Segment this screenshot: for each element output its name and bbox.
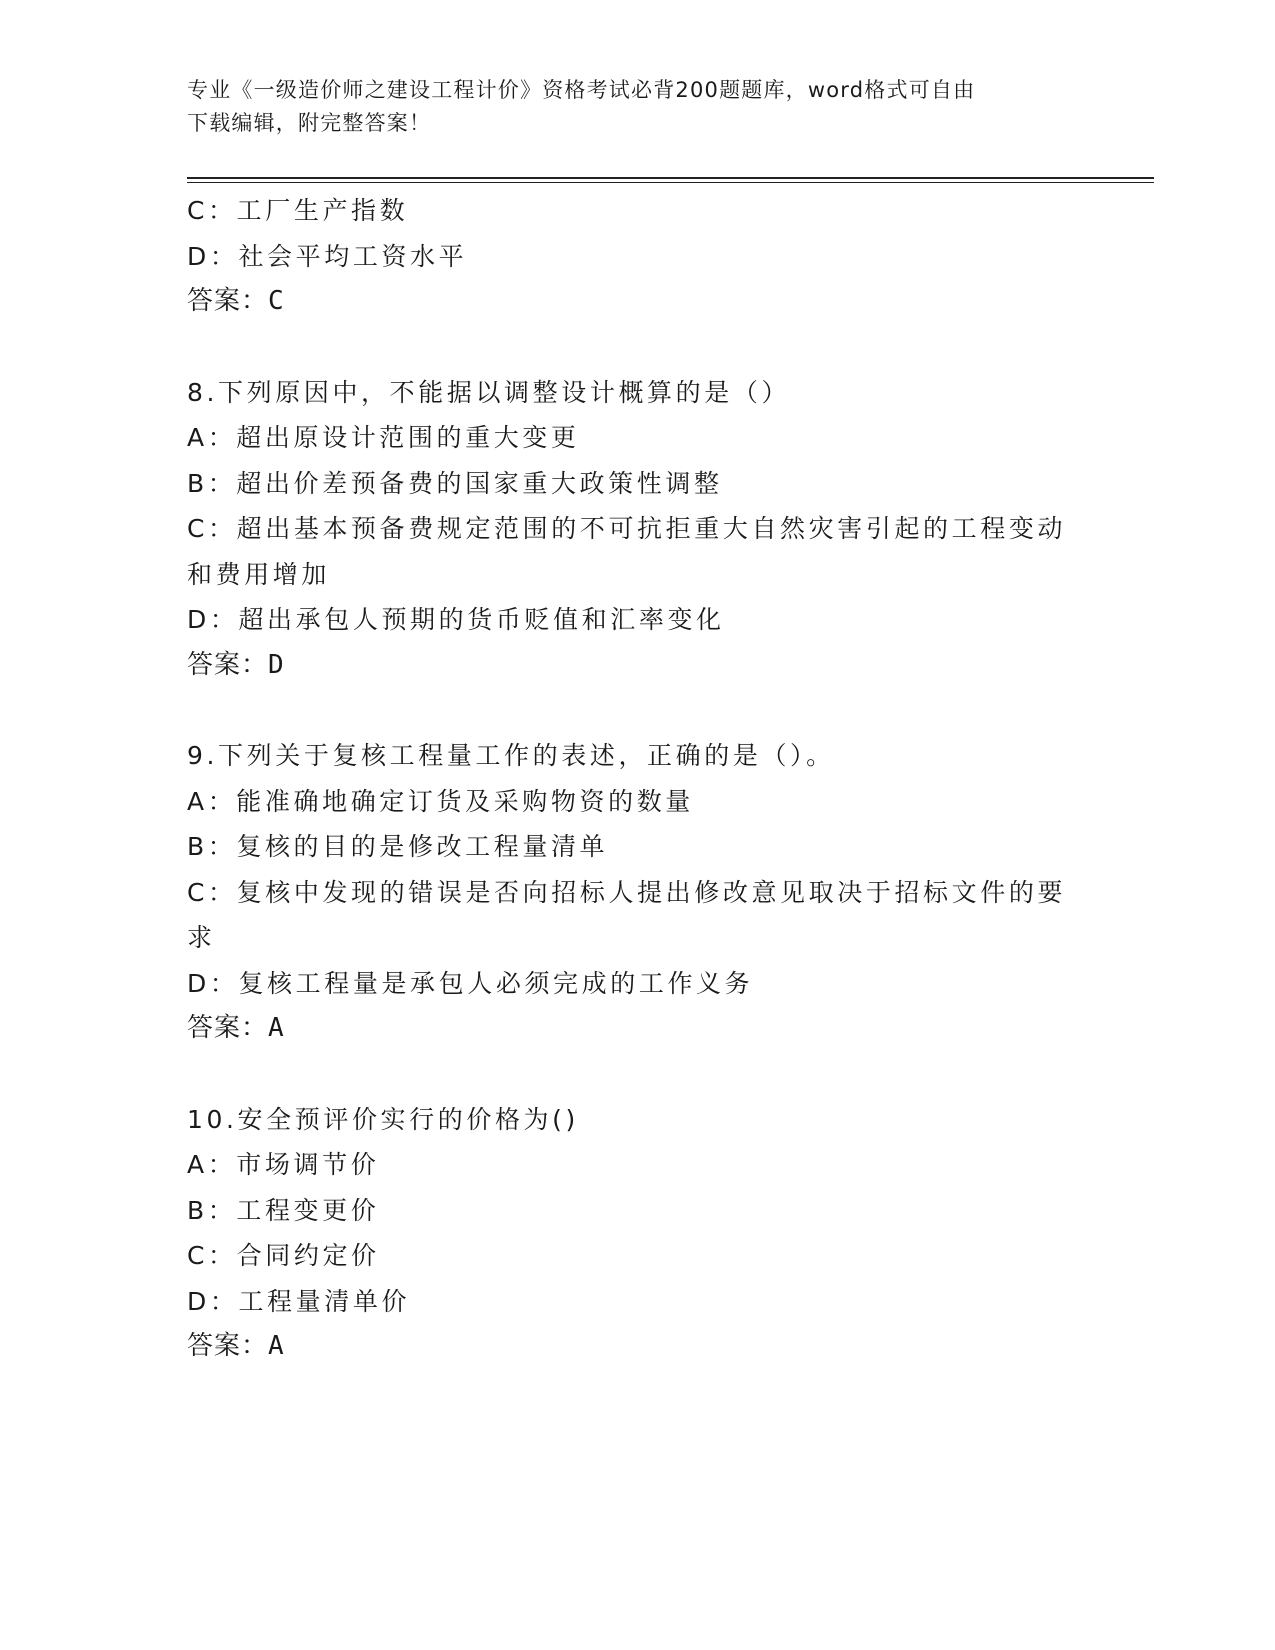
answer-value: A [268, 1331, 285, 1361]
option-line: 和费用增加 [187, 559, 331, 589]
question-stem: 10.安全预评价实行的价格为() [187, 1104, 579, 1134]
option-line: C：超出基本预备费规定范围的不可抗拒重大自然灾害引起的工程变动 [187, 514, 1067, 543]
option-line: C：复核中发现的错误是否向招标人提出修改意见取决于招标文件的要 [187, 877, 1067, 907]
option-line: D：复核工程量是承包人必须完成的工作义务 [187, 968, 754, 998]
option-line: A：超出原设计范围的重大变更 [187, 423, 580, 452]
answer-value: A [268, 1013, 285, 1043]
question-block [187, 733, 1087, 1052]
option-line: B：复核的目的是修改工程量清单 [187, 832, 609, 861]
answer-label: 答案： [187, 286, 269, 316]
answer-line [187, 643, 1087, 689]
answer-line [187, 279, 1087, 325]
option-line: D：工程量清单价 [187, 1286, 411, 1316]
answer-value: C [268, 286, 285, 316]
question-stem: 9.下列关于复核工程量工作的表述，正确的是（）。 [187, 741, 835, 770]
answer-label: 答案： [187, 1013, 269, 1043]
option-line: 求 [187, 923, 216, 952]
header-divider [187, 177, 1154, 179]
answer-label: 答案： [187, 1331, 269, 1361]
option-line: D：社会平均工资水平 [187, 241, 468, 271]
option-line: B：工程变更价 [187, 1195, 380, 1225]
question-list [187, 188, 1087, 1415]
option-line: B：超出价差预备费的国家重大政策性调整 [187, 468, 723, 498]
question-block [187, 370, 1087, 689]
question-stem: 8.下列原因中，不能据以调整设计概算的是（） [187, 377, 791, 407]
option-line: D：超出承包人预期的货币贬值和汇率变化 [187, 605, 725, 634]
answer-line [187, 1324, 1087, 1370]
header-divider [187, 182, 1154, 183]
header-line: 专业《一级造价师之建设工程计价》资格考试必背200题题库，word格式可自由 [187, 78, 976, 102]
answer-value: D [268, 649, 285, 680]
option-line: C：工厂生产指数 [187, 196, 409, 225]
option-line: A：能准确地确定订货及采购物资的数量 [187, 786, 694, 816]
option-line: C：合同约定价 [187, 1241, 380, 1270]
question-block [187, 1097, 1087, 1370]
document-header [187, 74, 1067, 140]
header-line: 下载编辑，附完整答案！ [187, 111, 432, 135]
option-line: A：市场调节价 [187, 1150, 380, 1179]
question-fragment [187, 188, 1087, 325]
answer-line [187, 1006, 1087, 1052]
answer-label: 答案： [187, 649, 269, 680]
